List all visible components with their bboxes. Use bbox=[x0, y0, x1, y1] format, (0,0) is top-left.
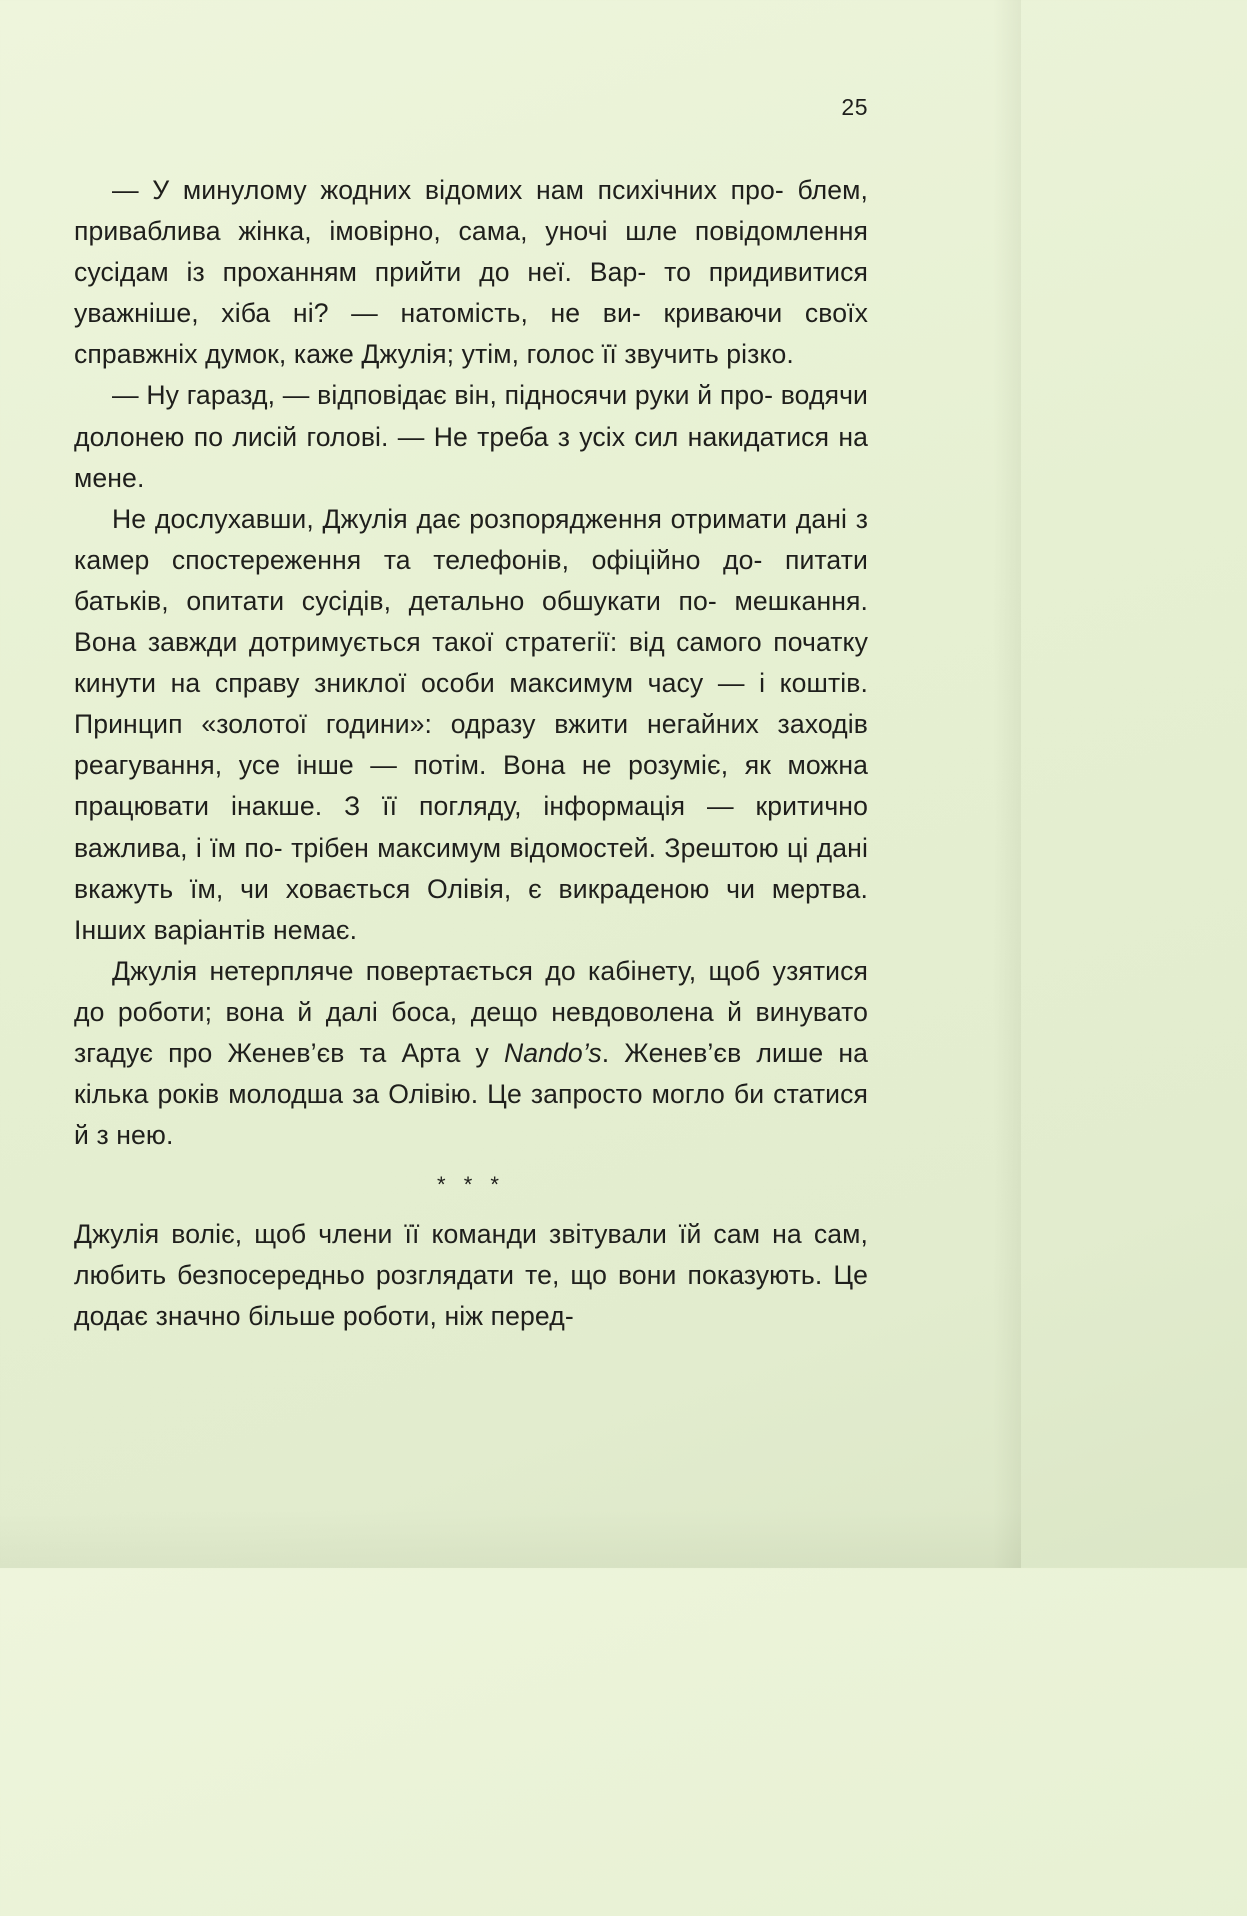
body-text bbox=[74, 170, 868, 1338]
text-line: їм, чи ховається Олівія, є викраденою чи мертва. Інших bbox=[74, 873, 868, 945]
text-line: й винувато згадує про Женев’єв та Арта у bbox=[74, 996, 868, 1068]
text-line: трібен максимум відомостей. Зрештою ці дані вкажуть bbox=[74, 832, 868, 904]
page-edge-shadow bbox=[993, 0, 1021, 1568]
paragraph-1 bbox=[74, 170, 868, 375]
text-line: З її погляду, інформація — критично важлива, і їм по- bbox=[74, 791, 868, 863]
text-punctuation: . bbox=[601, 1037, 610, 1068]
text-line: максимум часу — і коштів. Принцип «золотої години»: bbox=[74, 668, 868, 740]
page-number: 25 bbox=[841, 94, 868, 120]
text-line: Джулія нетерпляче повертається до кабінету, щоб bbox=[112, 955, 761, 986]
text-line: потім. Вона не розуміє, як можна працювати інакше. bbox=[74, 750, 868, 822]
paragraph-3 bbox=[74, 499, 868, 951]
text-line: то придивитися уважніше, хіба ні? — натомість, не ви- bbox=[74, 257, 868, 329]
text-line: голос її звучить різко. bbox=[526, 339, 794, 370]
text-line: блем, приваблива жінка, імовірно, сама, уночі шле bbox=[74, 175, 868, 247]
text-line: Женев’єв лише на кілька років молодша за Олівію. Це bbox=[74, 1037, 868, 1110]
text-line: — У минулому жодних відомих нам психічних про- bbox=[112, 175, 784, 205]
text-line: сам, любить безпосередньо розглядати те, що вони bbox=[74, 1219, 868, 1291]
text-line: показують. Це додає значно більше роботи, ніж перед- bbox=[74, 1260, 868, 1332]
text-line: водячи долонею по лисій голові. — Не треба з усіх сил bbox=[74, 380, 868, 452]
paragraph-4 bbox=[74, 951, 868, 1156]
section-separator: * * * bbox=[437, 1172, 505, 1198]
text-line: питати батьків, опитати сусідів, детально обшукати по- bbox=[74, 544, 868, 616]
text-line: криваючи своїх справжніх думок, каже Джулія; утім, bbox=[74, 298, 868, 370]
italic-restaurant-name: Nando’s bbox=[503, 1037, 602, 1068]
text-line: — Ну гаразд, — відповідає він, підносячи руки й про- bbox=[112, 380, 774, 411]
text-line: Джулія воліє, щоб члени її команди звітували їй сам на bbox=[74, 1219, 802, 1250]
paragraph-2 bbox=[74, 375, 868, 498]
page-bottom-shadow bbox=[0, 1508, 1021, 1568]
text-line: від самого початку кинути на справу зниклої особи bbox=[74, 627, 868, 699]
text-line: дані з камер спостереження та телефонів, офіційно до- bbox=[74, 503, 868, 575]
text-line: запросто могло би статися й з нею. bbox=[74, 1079, 868, 1151]
text-line: узятися до роботи; вона й далі боса, дещо невдоволена bbox=[74, 955, 868, 1027]
text-line: накидатися на мене. bbox=[74, 421, 868, 493]
text-line: повідомлення сусідам із проханням прийти до неї. Вар- bbox=[74, 216, 868, 288]
paragraph-5 bbox=[74, 1214, 868, 1337]
text-line: Не дослухавши, Джулія дає розпорядження отримати bbox=[112, 503, 788, 534]
text-line: варіантів немає. bbox=[153, 914, 358, 945]
text-line: одразу вжити негайних заходів реагування, усе інше — bbox=[74, 709, 868, 781]
text-line: мешкання. Вона завжди дотримується такої стратегії: bbox=[74, 585, 869, 658]
